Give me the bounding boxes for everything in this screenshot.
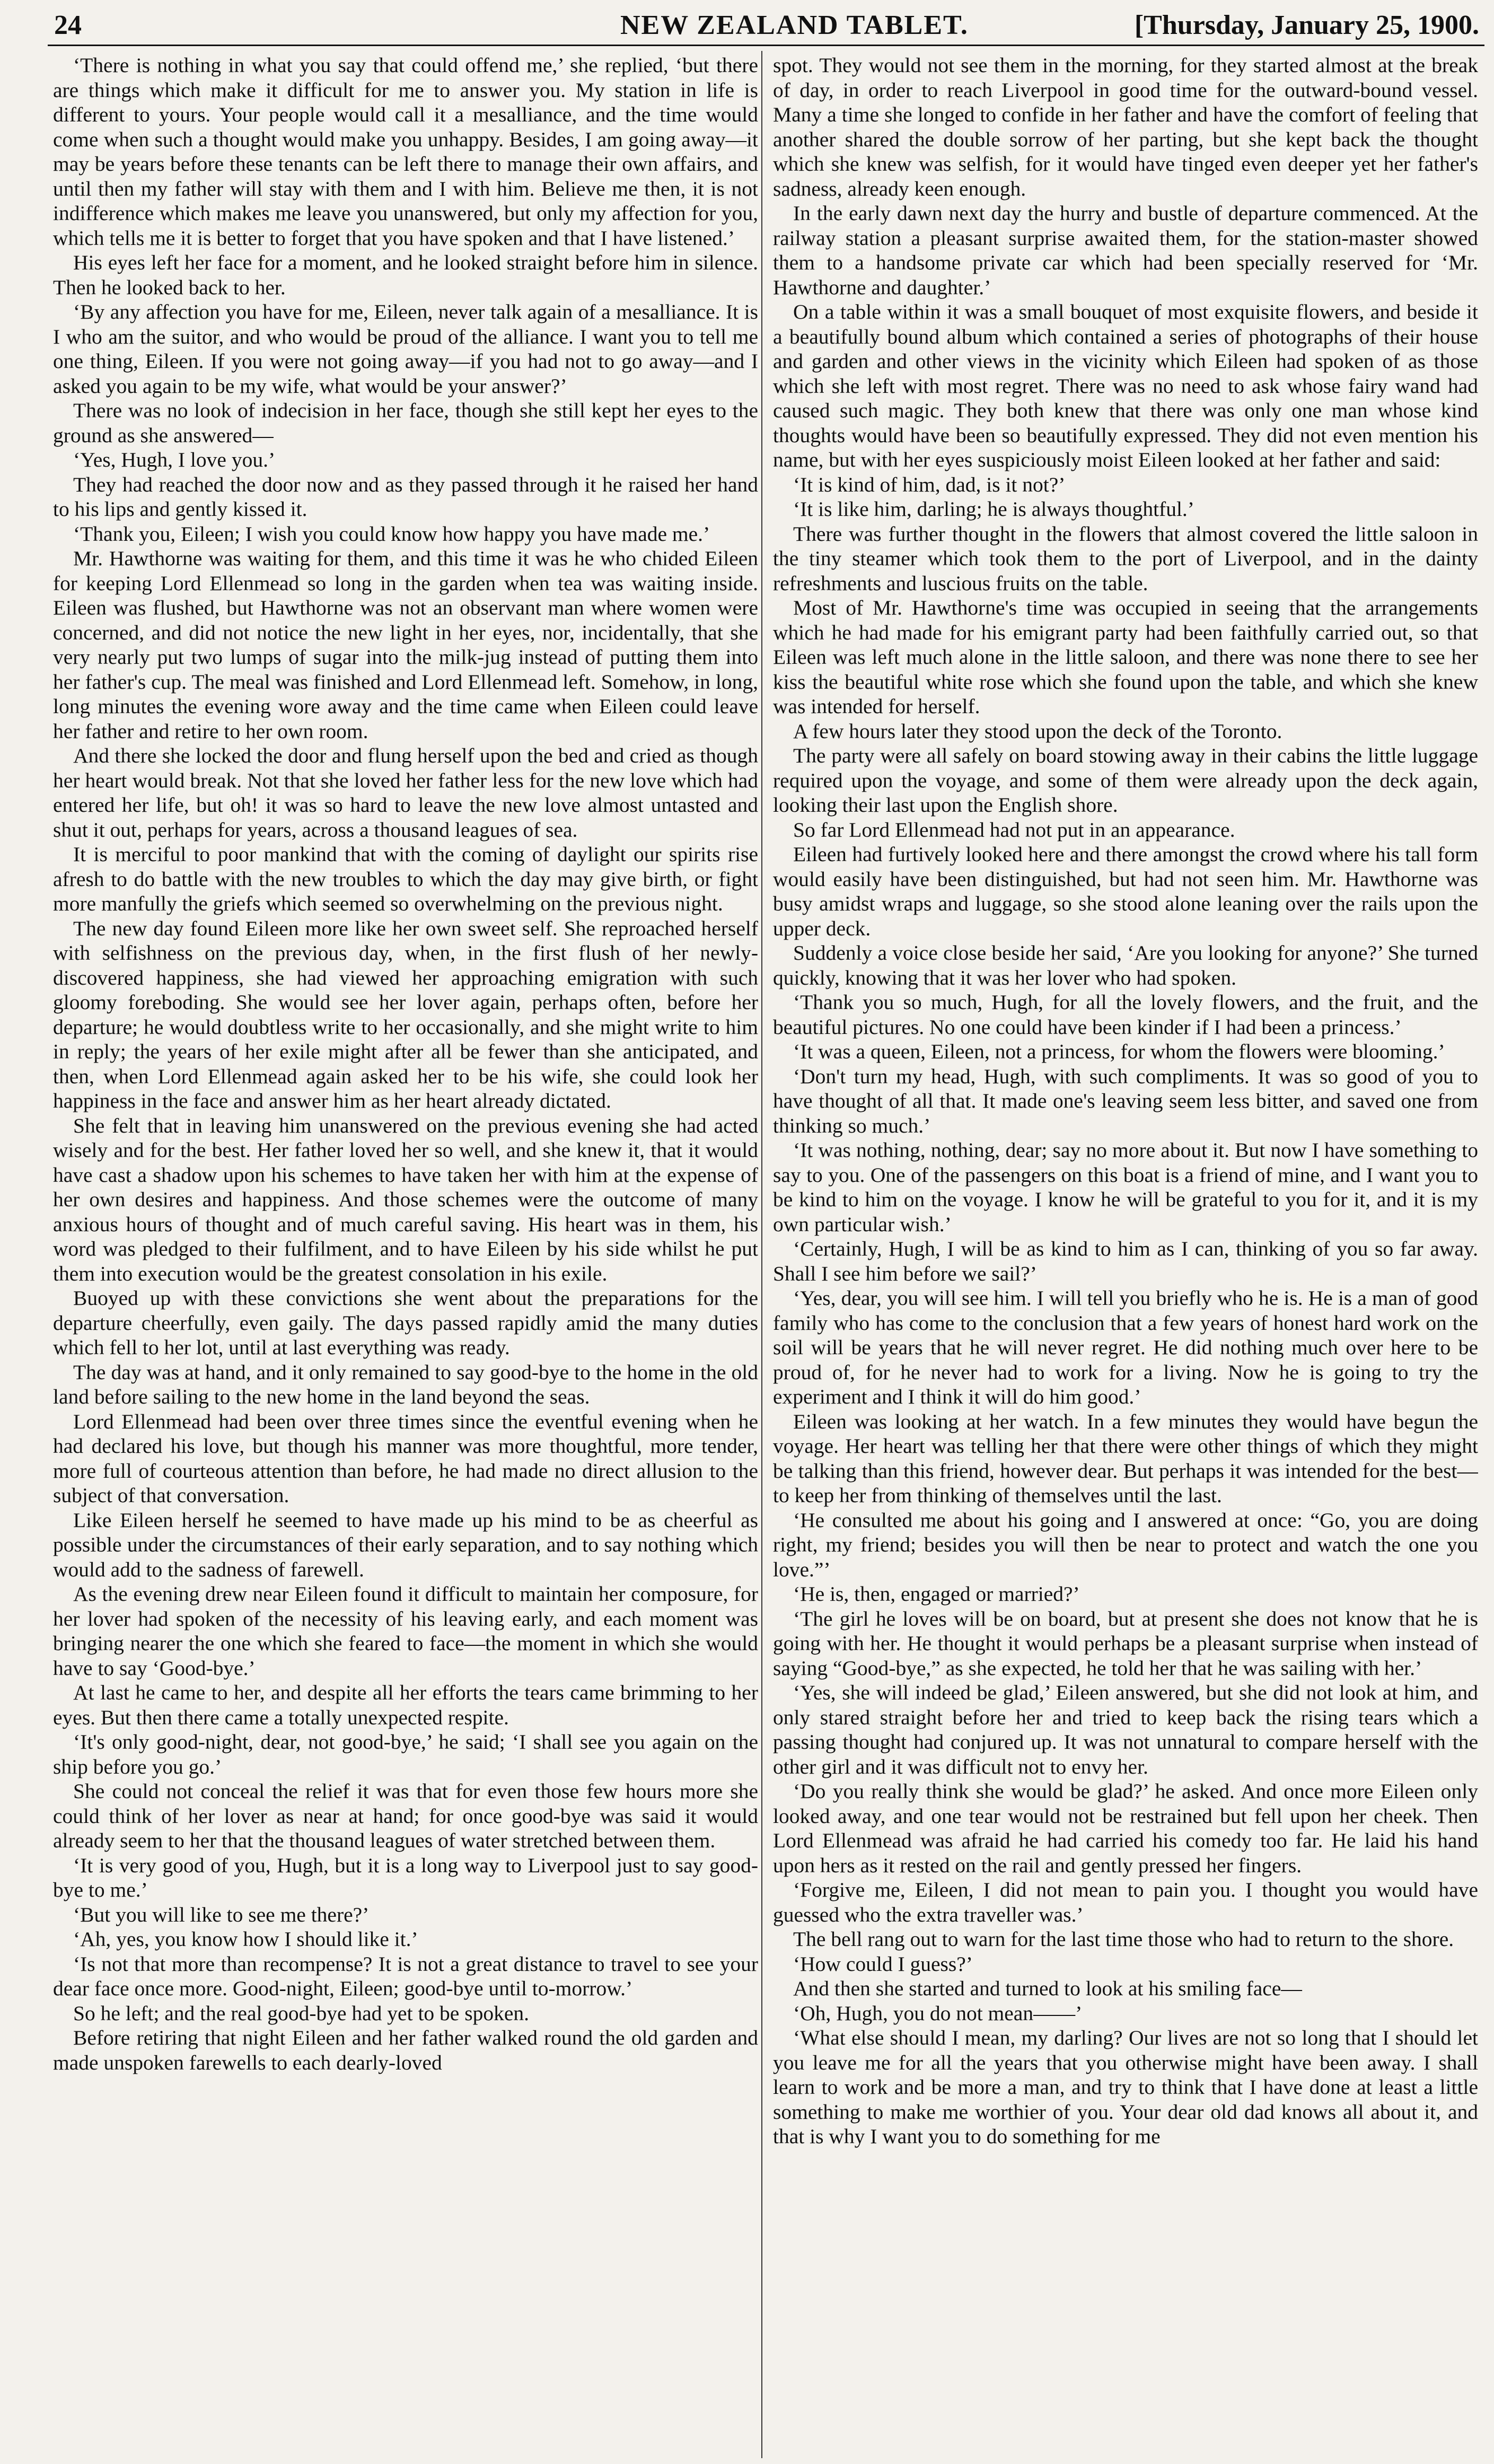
paragraph: ‘Thank you, Eileen; I wish you could know how happy you have made me.’	[73, 522, 710, 546]
publication-title: NEW ZEALAND TABLET.	[620, 10, 969, 40]
paragraph: She could not conceal the relief it was that for even those few hours more she could think of her lover as near at hand; for once good-bye was said it would already seem to her that the thousand leagues of water stretched between them.	[53, 1779, 758, 1852]
paragraph: Like Eileen herself he seemed to have made up his mind to be as cheerful as possible under the circumstances of their early separation, and to say nothing which would add to the sadness of farewell.	[53, 1508, 758, 1581]
paragraph: His eyes left her face for a moment, and he looked straight before him in silence. Then he looked back to her.	[53, 251, 758, 299]
issue-date: [Thursday, January 25, 1900.	[1134, 10, 1479, 40]
paragraph: ‘Certainly, Hugh, I will be as kind to him as I can, thinking of you so far away. Shall I see him before we sail?’	[773, 1237, 1478, 1285]
paragraph: ‘What else should I mean, my darling? Our lives are not so long that I should let you leave me for all the years that you otherwise might have been away. I shall learn to work and be more a man, and try to think that I have done at least a little something to make me worthier of you. Your dear old dad knows all about it, and that is why I want you to do something for me	[773, 2026, 1478, 2148]
paragraph: The new day found Eileen more like her own sweet self. She reproached herself with selfishness on the previous day, when, in the first flush of her newly-discovered happiness, she had viewed her approaching emigration with such gloomy foreboding. She would see her lover again, perhaps often, before her departure; he would doubtless write to her occasionally, and she might write to him in reply; the years of her exile might after all be fewer than she anticipated, and then, when Lord Ellenmead again asked her to be his wife, she could look her happiness in the face and answer him as her heart already dictated.	[53, 916, 758, 1112]
paragraph: ‘Is not that more than recompense? It is not a great distance to travel to see your dear face once more. Good-night, Eileen; good-bye until to-morrow.’	[53, 1952, 758, 2000]
column-separator	[761, 51, 762, 2458]
paragraph: Most of Mr. Hawthorne's time was occupied in seeing that the arrangements which he had made for his emigrant party had been faithfully carried out, so that Eileen was left much alone in the little saloon, and there was none there to see her kiss the beautiful white rose which she found upon the table, and which she knew was intended for herself.	[773, 596, 1478, 718]
paragraph: Mr. Hawthorne was waiting for them, and this time it was he who chided Eileen for keeping Lord Ellenmead so long in the garden when tea was waiting inside. Eileen was flushed, but Hawthorne was not an observant man where women were concerned, and did not notice the new light in her eyes, nor, incidentally, that she very nearly put two lumps of sugar into the milk-jug instead of putting them into her father's cup. The meal was finished and Lord Ellenmead left. Somehow, in long, long minutes the evening wore away and the time came when Eileen could leave her father and retire to her own room.	[53, 547, 758, 743]
paragraph: As the evening drew near Eileen found it difficult to maintain her composure, for her lover had spoken of the necessity of his leaving early, and each moment was bringing nearer the one which she feared to face—the moment in which she would have to say ‘Good-bye.’	[53, 1582, 758, 1680]
paragraph: ‘But you will like to see me there?’	[73, 1902, 370, 1926]
paragraph: ‘Do you really think she would be glad?’ he asked. And once more Eileen only looked away, and one tear would not be restrained but fell upon her cheek. Then Lord Ellenmead was afraid he had carried his comedy too far. He laid his hand upon hers as it rested on the rail and gently pressed her fingers.	[773, 1779, 1478, 1877]
page-header	[48, 4, 1479, 46]
paragraph: ‘By any affection you have for me, Eileen, never talk again of a mesalliance. It is I who am the suitor, and who would be proud of the alliance. I want you to tell me one thing, Eileen. If you were not going away—if you had not to go away—and I asked you again to be my wife, what would be your answer?’	[53, 300, 758, 398]
paragraph: spot. They would not see them in the morning, for they started almost at the break of day, in order to reach Liverpool in good time for the outward-bound vessel. Many a time she longed to confide in her father and have the comfort of feeling that another shared the double sorrow of her parting, but she kept back the thought which she knew was selfish, for it would have tinged even deeper yet her father's sadness, already keen enough.	[773, 54, 1478, 200]
paragraph: ‘He is, then, engaged or married?’	[793, 1582, 1080, 1606]
paragraph: ‘The girl he loves will be on board, but at present she does not know that he is going with her. He thought it would perhaps be a pleasant surprise when instead of saying “Good-bye,” as she expected, he told her that he was sailing with her.’	[773, 1607, 1478, 1680]
paragraph: In the early dawn next day the hurry and bustle of departure commenced. At the railway station a pleasant surprise awaited them, for the station-master showed them to a handsome private car which had been specially reserved for ‘Mr. Hawthorne and daughter.’	[773, 201, 1478, 299]
paragraph: She felt that in leaving him unanswered on the previous evening she had acted wisely and for the best. Her father loved her so well, and she knew it, that it would have cast a shadow upon his schemes to have taken her with him at the expense of her own desires and happiness. And those schemes were the outcome of many anxious hours of thought and of much careful saving. His heart was in them, his word was pledged to their fulfilment, and to have Eileen by his side whilst he put them into execution would be the greatest consolation in his exile.	[53, 1113, 758, 1285]
paragraph: There was further thought in the flowers that almost covered the little saloon in the tiny steamer which took them to the port of Liverpool, and in the dainty refreshments and luscious fruits on the table.	[773, 522, 1478, 595]
paragraph: So far Lord Ellenmead had not put in an appearance.	[793, 818, 1235, 841]
paragraph: And there she locked the door and flung herself upon the bed and cried as though her heart would break. Not that she loved her father less for the new love which had entered her life, but oh! it was so hard to leave the new love almost untasted and shut it out, perhaps for years, across a thousand leagues of sea.	[53, 744, 758, 841]
paragraph: ‘It was a queen, Eileen, not a princess, for whom the flowers were blooming.’	[793, 1040, 1445, 1063]
paragraph: So he left; and the real good-bye had yet to be spoken.	[73, 2001, 529, 2025]
paragraph: ‘Don't turn my head, Hugh, with such compliments. It was so good of you to have thought of all that. It made one's leaving seem less bitter, and saved one from thinking so much.’	[773, 1064, 1478, 1137]
paragraph: Lord Ellenmead had been over three times since the eventful evening when he had declared his love, but though his manner was more thoughtful, more tender, more full of courteous attention than before, he had made no direct allusion to the subject of that conversation.	[53, 1409, 758, 1507]
paragraph: The party were all safely on board stowing away in their cabins the little luggage required upon the voyage, and some of them were already upon the deck again, looking their last upon the English shore.	[773, 744, 1478, 817]
header-rule	[48, 45, 1484, 46]
right-column	[773, 53, 1478, 2455]
paragraph: Eileen had furtively looked here and there amongst the crowd where his tall form would easily have been distinguished, but had not seen him. Mr. Hawthorne was busy amidst wraps and luggage, so she stood alone leaning over the rails upon the upper deck.	[773, 843, 1478, 940]
paragraph: There was no look of indecision in her face, though she still kept her eyes to the ground as she answered—	[53, 399, 758, 447]
paragraph: A few hours later they stood upon the deck of the Toronto.	[793, 719, 1282, 743]
page-number: 24	[54, 10, 82, 40]
paragraph: The day was at hand, and it only remained to say good-bye to the home in the old land before sailing to the new home in the land beyond the seas.	[53, 1360, 758, 1408]
paragraph: Suddenly a voice close beside her said, ‘Are you looking for anyone?’ She turned quickly, knowing that it was her lover who had spoken.	[773, 941, 1478, 989]
left-column	[53, 53, 758, 2455]
paragraph: ‘Yes, Hugh, I love you.’	[73, 448, 276, 471]
paragraph: ‘He consulted me about his going and I answered at once: “Go, you are doing right, my friend; besides you will then be near to protect and watch the one you love.”’	[773, 1508, 1478, 1581]
paragraph: On a table within it was a small bouquet of most exquisite flowers, and beside it a beautifully bound album which contained a series of photographs of their house and garden and other views in the vicinity which Eileen had spoken of as those which she left with most regret. There was no need to ask whose fairy wand had caused such magic. They both knew that there was only one man whose kind thoughts would have been so beautifully expressed. They did not even mention his name, but with her eyes suspiciously moist Eileen looked at her father and said:	[773, 300, 1478, 471]
paragraph: ‘It is very good of you, Hugh, but it is a long way to Liverpool just to say good-bye to me.’	[53, 1853, 758, 1901]
paragraph: And then she started and turned to look at his smiling face—	[793, 1977, 1302, 2000]
paragraph: At last he came to her, and despite all her efforts the tears came brimming to her eyes. But then there came a totally unexpected respite.	[53, 1681, 758, 1729]
paragraph: ‘It's only good-night, dear, not good-bye,’ he said; ‘I shall see you again on the ship before you go.’	[53, 1730, 758, 1778]
paragraph: They had reached the door now and as they passed through it he raised her hand to his lips and gently kissed it.	[53, 472, 758, 521]
paragraph: ‘Thank you so much, Hugh, for all the lovely flowers, and the fruit, and the beautiful pictures. No one could have been kinder if I had been a princess.’	[773, 990, 1478, 1039]
paragraph: It is merciful to poor mankind that with the coming of daylight our spirits rise afresh to do battle with the new troubles to which the day may give birth, or fight more manfully the griefs which seemed so overwhelming on the previous night.	[53, 843, 758, 915]
paragraph: ‘Yes, she will indeed be glad,’ Eileen answered, but she did not look at him, and only stared straight before her and tried to keep back the rising tears which a passing thought had conjured up. It was not unnatural to compare herself with the other girl and it was difficult not to envy her.	[773, 1681, 1478, 1778]
paragraph: ‘It is kind of him, dad, is it not?’	[793, 472, 1066, 496]
paragraph: Eileen was looking at her watch. In a few minutes they would have begun the voyage. Her heart was telling her that there were other things of which they might be talking than this friend, however dear. But perhaps it was intended for the best—to keep her from thinking of themselves until the last.	[773, 1409, 1478, 1507]
paragraph: Buoyed up with these convictions she went about the preparations for the departure cheerfully, even gaily. The days passed rapidly amid the many duties which fell to her lot, until at last everything was ready.	[53, 1286, 758, 1359]
paragraph: Before retiring that night Eileen and her father walked round the old garden and made unspoken farewells to each dearly-loved	[53, 2026, 758, 2074]
paragraph: ‘Oh, Hugh, you do not mean——’	[793, 2001, 1083, 2025]
paragraph: ‘How could I guess?’	[793, 1952, 973, 1976]
paragraph: ‘Ah, yes, you know how I should like it.’	[73, 1927, 418, 1951]
paragraph: ‘It is like him, darling; he is always thoughtful.’	[793, 497, 1194, 521]
paragraph: ‘Forgive me, Eileen, I did not mean to pain you. I thought you would have guessed who the extra traveller was.’	[773, 1878, 1478, 1926]
paragraph: The bell rang out to warn for the last time those who had to return to the shore.	[793, 1927, 1454, 1951]
paragraph: ‘There is nothing in what you say that could offend me,’ she replied, ‘but there are things which make it difficult for me to answer you. My station in life is different to yours. Your people would call it a mesalliance, and the time would come when such a thought would make you unhappy. Besides, I am going away—it may be years before these tenants can be left there to manage their own affairs, and until then my father will stay with them and I with him. Believe me then, it is not indifference which makes me leave you unanswered, but only my affection for you, which tells me it is better to forget that you have spoken and that I have listened.’	[53, 54, 758, 250]
paragraph: ‘It was nothing, nothing, dear; say no more about it. But now I have something to say to you. One of the passengers on this boat is a friend of mine, and I want you to be kind to him on the voyage. I know he will be grateful to you for it, and it is my own particular wish.’	[773, 1138, 1478, 1236]
paragraph: ‘Yes, dear, you will see him. I will tell you briefly who he is. He is a man of good family who has come to the conclusion that a few years of honest hard work on the soil will be years that he will never regret. He did nothing much over here to be proud of, for he never had to work for a living. Now he is going to try the experiment and I think it will do him good.’	[773, 1286, 1478, 1408]
